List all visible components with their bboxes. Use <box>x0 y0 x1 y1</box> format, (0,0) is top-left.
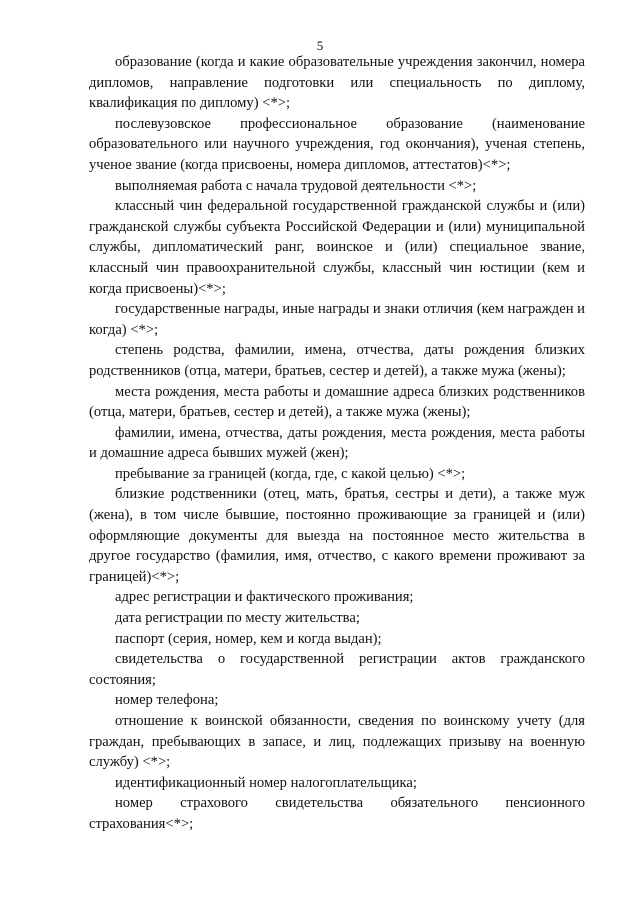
paragraph-tax-id: идентификационный номер налогоплательщика; <box>115 774 417 791</box>
paragraph-stays-abroad: пребывание за границей (когда, где, с какой целью) <*>; <box>115 465 466 482</box>
paragraph-phone-number: номер телефона; <box>115 692 219 709</box>
paragraph-former-spouses: фамилии, имена, отчества, даты рождения, места рождения, места работы и домашние адреса бывших мужей (жен); <box>89 424 585 462</box>
document-body <box>89 52 585 835</box>
paragraph-pension-insurance: номер страхового свидетельства обязательного пенсионного страхования<*>; <box>89 795 585 832</box>
paragraph-relatives-addresses: места рождения, места работы и домашние адреса близких родственников (отца, матери, братьев, сестер и детей), а также мужа (жены); <box>89 383 585 421</box>
paragraph-relatives: степень родства, фамилии, имена, отчества, даты рождения близких родственников (отца, матери, братьев, сестер и детей), а также мужа (жены); <box>89 342 585 379</box>
paragraph-class-rank: классный чин федеральной государственной гражданской службы и (или) гражданской службы субъекта Российской Федерации и (или) муниципальной службы, дипломатический ранг, воинское и (или) специальное звание, классный чин правоохранительной службы, классный чин юстиции (кем и когда присвоены)<*>; <box>89 198 585 297</box>
page-number: 5 <box>316 38 324 53</box>
paragraph-postgraduate-education: послевузовское профессиональное образование (наименование образовательного или научного учреждения, год окончания), ученая степень, ученое звание (когда присвоены, номера дипломов, аттестатов)<*>; <box>89 115 585 173</box>
paragraph-relatives-abroad: близкие родственники (отец, мать, братья, сестры и дети), а также муж (жена), в том числе бывшие, постоянно проживающие за границей и (или) оформляющие документы для выезда на постоянное место жительства в другое государство (фамилия, имя, отчество, с какого времени проживают за границей)<*>; <box>89 486 585 585</box>
paragraph-awards: государственные награды, иные награды и знаки отличия (кем награжден и когда) <*>; <box>89 301 585 338</box>
paragraph-military-service: отношение к воинской обязанности, сведения по воинскому учету (для граждан, пребывающих в запасе, и лиц, подлежащих призыву на военную службу) <*>; <box>89 713 585 771</box>
paragraph-residence-address: адрес регистрации и фактического проживания; <box>115 589 414 606</box>
paragraph-registration-date: дата регистрации по месту жительства; <box>115 610 360 627</box>
paragraph-civil-status-certificates: свидетельства о государственной регистрации актов гражданского состояния; <box>89 651 585 688</box>
paragraph-work-history: выполняемая работа с начала трудовой деятельности <*>; <box>115 177 477 194</box>
paragraph-passport: паспорт (серия, номер, кем и когда выдан); <box>115 630 382 647</box>
paragraph-education: образование (когда и какие образовательные учреждения закончил, номера дипломов, направление подготовки или специальность по диплому, квалификация по диплому) <*>; <box>89 54 585 112</box>
